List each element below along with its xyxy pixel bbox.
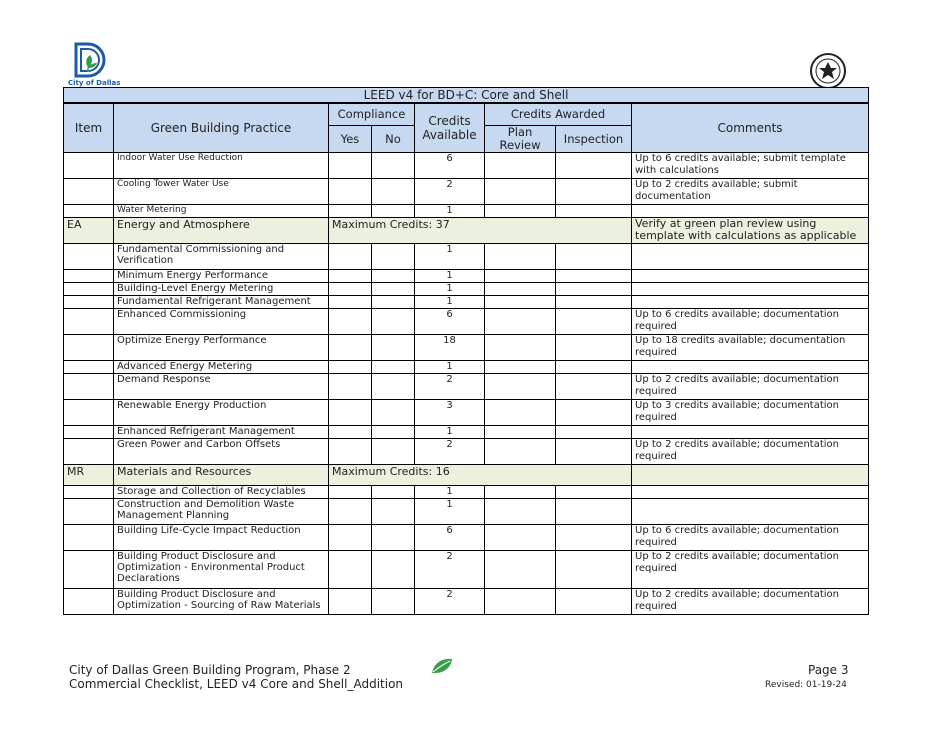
comment-cell: Up to 2 credits available; submit documentation (632, 178, 869, 204)
practice-cell: Building-Level Energy Metering (114, 282, 329, 295)
no-cell (372, 308, 415, 334)
yes-cell (329, 373, 372, 399)
table-row (64, 295, 869, 308)
comment-cell (632, 360, 869, 373)
inspection-cell (556, 588, 632, 614)
table-row (64, 178, 869, 204)
comment-cell (632, 243, 869, 269)
item-cell (64, 178, 114, 204)
category-code: EA (64, 217, 114, 243)
inspection-cell (556, 243, 632, 269)
comment-cell: Up to 6 credits available; documentation required (632, 308, 869, 334)
table-row (64, 550, 869, 588)
plan-review-cell (485, 308, 556, 334)
footer-page-number: Page 3 (808, 663, 849, 677)
table-title: LEED v4 for BD+C: Core and Shell (64, 88, 869, 104)
plan-review-cell (485, 373, 556, 399)
table-row (64, 282, 869, 295)
practice-cell: Advanced Energy Metering (114, 360, 329, 373)
no-cell (372, 588, 415, 614)
plan-review-cell (485, 588, 556, 614)
col-compliance: Compliance (329, 103, 415, 125)
item-cell (64, 399, 114, 425)
inspection-cell (556, 204, 632, 217)
credits-available-cell: 1 (415, 425, 485, 438)
col-item: Item (64, 103, 114, 152)
credits-available-cell: 2 (415, 438, 485, 464)
inspection-cell (556, 425, 632, 438)
no-cell (372, 360, 415, 373)
leaf-icon (430, 657, 454, 675)
comment-cell: Up to 2 credits available; documentation required (632, 373, 869, 399)
no-cell (372, 282, 415, 295)
practice-cell: Enhanced Commissioning (114, 308, 329, 334)
no-cell (372, 178, 415, 204)
item-cell (64, 152, 114, 178)
plan-review-cell (485, 178, 556, 204)
yes-cell (329, 308, 372, 334)
yes-cell (329, 498, 372, 524)
yes-cell (329, 524, 372, 550)
credits-available-cell: 2 (415, 178, 485, 204)
yes-cell (329, 425, 372, 438)
comment-cell (632, 425, 869, 438)
credits-available-cell: 18 (415, 334, 485, 360)
col-plan-review: Plan Review (485, 125, 556, 152)
inspection-cell (556, 295, 632, 308)
no-cell (372, 485, 415, 498)
col-yes: Yes (329, 125, 372, 152)
item-cell (64, 438, 114, 464)
practice-cell: Indoor Water Use Reduction (114, 152, 329, 178)
table-row (64, 204, 869, 217)
practice-cell: Water Metering (114, 204, 329, 217)
category-name: Materials and Resources (114, 464, 329, 485)
yes-cell (329, 485, 372, 498)
plan-review-cell (485, 498, 556, 524)
category-row (64, 464, 869, 485)
table-row (64, 373, 869, 399)
credits-available-cell: 1 (415, 282, 485, 295)
inspection-cell (556, 373, 632, 399)
col-no: No (372, 125, 415, 152)
comment-cell (632, 204, 869, 217)
item-cell (64, 360, 114, 373)
comment-cell: Up to 3 credits available; documentation required (632, 399, 869, 425)
comment-cell (632, 295, 869, 308)
category-comment (632, 464, 869, 485)
credits-available-cell: 6 (415, 524, 485, 550)
item-cell (64, 282, 114, 295)
plan-review-cell (485, 550, 556, 588)
practice-cell: Demand Response (114, 373, 329, 399)
plan-review-cell (485, 360, 556, 373)
logo-caption: City of Dallas (68, 79, 121, 87)
credits-available-cell: 6 (415, 308, 485, 334)
col-inspection: Inspection (556, 125, 632, 152)
plan-review-cell (485, 282, 556, 295)
table-row (64, 425, 869, 438)
table-row (64, 438, 869, 464)
footer-checklist-line: Commercial Checklist, LEED v4 Core and Shell_Addition (69, 677, 404, 691)
credits-available-cell: 1 (415, 485, 485, 498)
practice-cell: Renewable Energy Production (114, 399, 329, 425)
inspection-cell (556, 178, 632, 204)
comment-cell: Up to 2 credits available; documentation required (632, 550, 869, 588)
yes-cell (329, 438, 372, 464)
category-code: MR (64, 464, 114, 485)
table-row (64, 399, 869, 425)
table-row (64, 588, 869, 614)
table-row (64, 360, 869, 373)
comment-cell: Up to 6 credits available; documentation required (632, 524, 869, 550)
yes-cell (329, 269, 372, 282)
category-comment: Verify at green plan review using template with calculations as applicable (632, 217, 869, 243)
plan-review-cell (485, 243, 556, 269)
yes-cell (329, 204, 372, 217)
practice-cell: Construction and Demolition Waste Management Planning (114, 498, 329, 524)
table-row (64, 269, 869, 282)
no-cell (372, 425, 415, 438)
table-row (64, 485, 869, 498)
inspection-cell (556, 399, 632, 425)
category-row (64, 217, 869, 243)
item-cell (64, 295, 114, 308)
col-comments: Comments (632, 103, 869, 152)
footer-program-line: City of Dallas Green Building Program, Phase 2 (69, 663, 351, 677)
city-of-dallas-logo (68, 42, 120, 88)
practice-cell: Building Product Disclosure and Optimization - Sourcing of Raw Materials (114, 588, 329, 614)
item-cell (64, 550, 114, 588)
comment-cell: Up to 2 credits available; documentation required (632, 438, 869, 464)
plan-review-cell (485, 334, 556, 360)
table-row (64, 498, 869, 524)
plan-review-cell (485, 438, 556, 464)
practice-cell: Cooling Tower Water Use (114, 178, 329, 204)
table-row (64, 243, 869, 269)
category-max-credits: Maximum Credits: 37 (329, 217, 632, 243)
practice-cell: Building Life-Cycle Impact Reduction (114, 524, 329, 550)
yes-cell (329, 295, 372, 308)
practice-cell: Enhanced Refrigerant Management (114, 425, 329, 438)
inspection-cell (556, 152, 632, 178)
credits-available-cell: 1 (415, 360, 485, 373)
no-cell (372, 243, 415, 269)
no-cell (372, 295, 415, 308)
inspection-cell (556, 550, 632, 588)
plan-review-cell (485, 204, 556, 217)
plan-review-cell (485, 524, 556, 550)
col-credits-awarded: Credits Awarded (485, 103, 632, 125)
item-cell (64, 373, 114, 399)
item-cell (64, 425, 114, 438)
comment-cell (632, 282, 869, 295)
col-credits-available: Credits Available (415, 103, 485, 152)
yes-cell (329, 282, 372, 295)
credits-available-cell: 1 (415, 269, 485, 282)
practice-cell: Fundamental Commissioning and Verification (114, 243, 329, 269)
credits-available-cell: 2 (415, 373, 485, 399)
plan-review-cell (485, 269, 556, 282)
item-cell (64, 243, 114, 269)
yes-cell (329, 243, 372, 269)
col-practice: Green Building Practice (114, 103, 329, 152)
item-cell (64, 204, 114, 217)
inspection-cell (556, 360, 632, 373)
credits-available-cell: 2 (415, 550, 485, 588)
comment-cell: Up to 6 credits available; submit template with calculations (632, 152, 869, 178)
credits-available-cell: 1 (415, 498, 485, 524)
inspection-cell (556, 282, 632, 295)
inspection-cell (556, 438, 632, 464)
inspection-cell (556, 485, 632, 498)
item-cell (64, 334, 114, 360)
table-row (64, 524, 869, 550)
yes-cell (329, 399, 372, 425)
plan-review-cell (485, 152, 556, 178)
inspection-cell (556, 498, 632, 524)
plan-review-cell (485, 399, 556, 425)
credits-available-cell: 1 (415, 295, 485, 308)
comment-cell (632, 485, 869, 498)
yes-cell (329, 152, 372, 178)
comment-cell: Up to 2 credits available; documentation required (632, 588, 869, 614)
inspection-cell (556, 334, 632, 360)
dallas-d-icon (68, 42, 112, 78)
no-cell (372, 438, 415, 464)
item-cell (64, 485, 114, 498)
no-cell (372, 524, 415, 550)
yes-cell (329, 550, 372, 588)
no-cell (372, 334, 415, 360)
inspection-cell (556, 269, 632, 282)
yes-cell (329, 588, 372, 614)
item-cell (64, 588, 114, 614)
credits-available-cell: 3 (415, 399, 485, 425)
practice-cell: Minimum Energy Performance (114, 269, 329, 282)
table-row (64, 308, 869, 334)
footer-revised-date: Revised: 01-19-24 (765, 680, 847, 690)
inspection-cell (556, 524, 632, 550)
no-cell (372, 550, 415, 588)
practice-cell: Fundamental Refrigerant Management (114, 295, 329, 308)
comment-cell (632, 269, 869, 282)
category-name: Energy and Atmosphere (114, 217, 329, 243)
plan-review-cell (485, 425, 556, 438)
practice-cell: Optimize Energy Performance (114, 334, 329, 360)
comment-cell (632, 498, 869, 524)
no-cell (372, 269, 415, 282)
item-cell (64, 308, 114, 334)
no-cell (372, 498, 415, 524)
no-cell (372, 399, 415, 425)
checklist-rows (64, 152, 869, 614)
credits-available-cell: 1 (415, 243, 485, 269)
table-row (64, 334, 869, 360)
item-cell (64, 269, 114, 282)
yes-cell (329, 334, 372, 360)
item-cell (64, 524, 114, 550)
credits-available-cell: 2 (415, 588, 485, 614)
no-cell (372, 152, 415, 178)
yes-cell (329, 360, 372, 373)
plan-review-cell (485, 485, 556, 498)
no-cell (372, 204, 415, 217)
category-max-credits: Maximum Credits: 16 (329, 464, 632, 485)
leed-checklist-table (63, 87, 869, 615)
plan-review-cell (485, 295, 556, 308)
practice-cell: Building Product Disclosure and Optimization - Environmental Product Declarations (114, 550, 329, 588)
practice-cell: Green Power and Carbon Offsets (114, 438, 329, 464)
item-cell (64, 498, 114, 524)
practice-cell: Storage and Collection of Recyclables (114, 485, 329, 498)
table-row (64, 152, 869, 178)
comment-cell: Up to 18 credits available; documentation required (632, 334, 869, 360)
usgbc-seal-icon (810, 53, 846, 89)
yes-cell (329, 178, 372, 204)
credits-available-cell: 6 (415, 152, 485, 178)
credits-available-cell: 1 (415, 204, 485, 217)
no-cell (372, 373, 415, 399)
inspection-cell (556, 308, 632, 334)
